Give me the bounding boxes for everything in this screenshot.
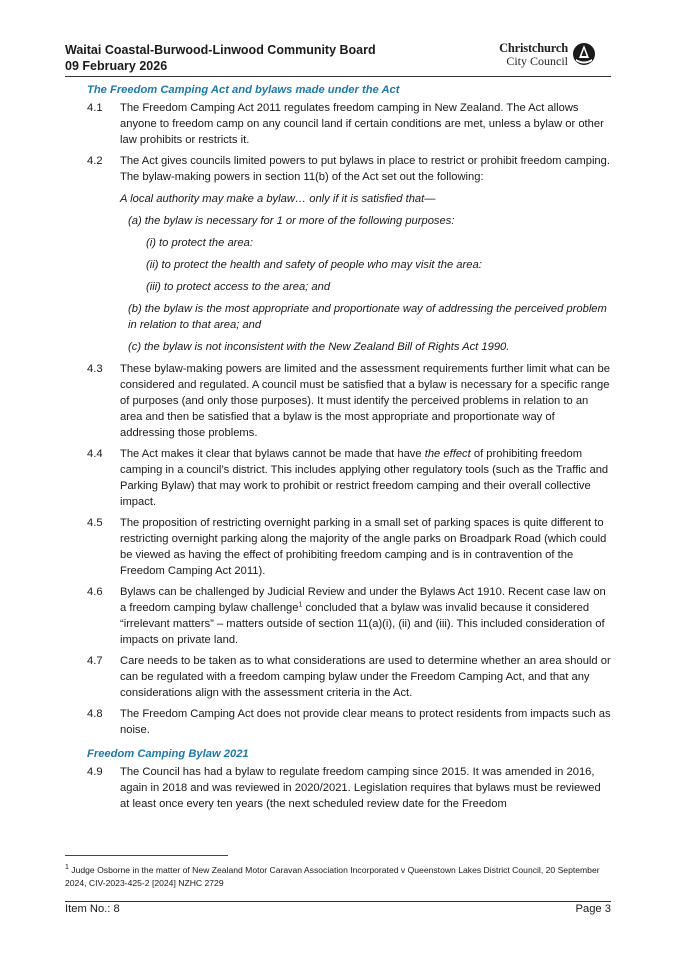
logo-line2: City Council <box>506 54 568 68</box>
document-body <box>65 82 611 817</box>
quote-item-iii: (iii) to protect access to the area; and <box>146 281 331 293</box>
paragraph-4-9 <box>65 764 611 812</box>
section-heading-bylaw: Freedom Camping Bylaw 2021 <box>87 748 249 760</box>
paragraph-text-after: concluded that a bylaw was invalid because it considered “irrelevant matters” – matters outside of section 11(a)(i), (ii) and (iii). This included consideration of impacts on private land. <box>120 602 605 646</box>
paragraph-number: 4.9 <box>87 766 103 778</box>
quote-intro: A local authority may make a bylaw… only if it is satisfied that— <box>120 193 436 205</box>
paragraph-number: 4.8 <box>87 708 103 720</box>
footer-divider <box>65 901 611 902</box>
quote-item-c: (c) the bylaw is not inconsistent with the New Zealand Bill of Rights Act 1990. <box>128 341 510 353</box>
logo-line1: Christchurch <box>499 41 568 55</box>
paragraph-number: 4.6 <box>87 586 103 598</box>
paragraph-4-2 <box>65 153 611 185</box>
paragraph-text: The Freedom Camping Act 2011 regulates freedom camping in New Zealand. The Act allows anyone to freedom camp on any council land if certain conditions are met, unless a bylaw or other law prohibits or restricts it. <box>120 102 604 146</box>
paragraph-4-1 <box>65 100 611 148</box>
ccc-logo-icon <box>572 42 596 66</box>
paragraph-number: 4.4 <box>87 448 103 460</box>
board-name: Waitai Coastal-Burwood-Linwood Community Board <box>65 43 376 57</box>
paragraph-number: 4.5 <box>87 517 103 529</box>
paragraph-4-7 <box>65 653 611 701</box>
paragraph-text: These bylaw-making powers are limited and the assessment requirements further limit what can be considered and regulated. A council must be satisfied that a bylaw is necessary for a specific range of purposes (and only those purposes). It must identify the perceived problems in relation to an area and then be satisfied that a bylaw is the most appropriate and proportionate way of addressing those problems. <box>120 363 610 439</box>
header-divider <box>65 76 611 77</box>
paragraph-text: The Council has had a bylaw to regulate freedom camping since 2015. It was amended in 2016, again in 2018 and was reviewed in 2020/2021. Legislation requires that bylaws must be reviewed at least once every ten years (the next scheduled review date for the Freedom <box>120 766 601 810</box>
footnote <box>65 864 615 890</box>
page-number: Page 3 <box>575 903 611 915</box>
council-logo <box>494 42 600 72</box>
quote-item-b: (b) the bylaw is the most appropriate and proportionate way of addressing the perceived problem in relation to that area; and <box>128 303 607 331</box>
paragraph-4-5 <box>65 515 611 579</box>
paragraph-text-before: The Act makes it clear that bylaws cannot be made that have <box>120 448 425 460</box>
paragraph-text-after: of prohibiting freedom camping in a council’s district. This includes applying other regulatory tools (such as the Traffic and Parking Bylaw) that may work to prohibit or restrict freedom camping and their overall collective impact. <box>120 448 609 508</box>
paragraph-4-6 <box>65 584 611 648</box>
paragraph-4-4 <box>65 446 611 510</box>
meeting-date: 09 February 2026 <box>65 59 168 73</box>
paragraph-number: 4.3 <box>87 363 103 375</box>
quote-item-i: (i) to protect the area: <box>146 237 253 249</box>
paragraph-text-before: Bylaws can be challenged by Judicial Review and under the Bylaws Act 1910. Recent case law on a freedom camping bylaw challenge <box>120 586 606 614</box>
footnote-divider <box>65 855 228 856</box>
paragraph-4-3 <box>65 361 611 441</box>
paragraph-text: Care needs to be taken as to what considerations are used to determine whether an area should or can be regulated with a freedom camping bylaw under the Freedom Camping Act, and that any considerations align with the assessment criteria in the Act. <box>120 655 611 699</box>
paragraph-number: 4.1 <box>87 102 103 114</box>
item-number: Item No.: 8 <box>65 903 120 915</box>
footnote-text: Judge Osborne in the matter of New Zealand Motor Caravan Association Incorporated v Queenstown Lakes District Council, 20 September 2024, CIV-2023-425-2 [2024] NZHC 2729 <box>65 865 600 888</box>
section-heading-act: The Freedom Camping Act and bylaws made under the Act <box>87 84 400 96</box>
paragraph-number: 4.7 <box>87 655 103 667</box>
footnote-mark: 1 <box>65 864 69 872</box>
quote-item-ii: (ii) to protect the health and safety of people who may visit the area: <box>146 259 482 271</box>
document-header <box>65 42 376 74</box>
footnote-reference[interactable]: 1 <box>298 601 303 609</box>
logo-wordmark <box>494 42 568 68</box>
paragraph-text: The Freedom Camping Act does not provide clear means to protect residents from impacts such as noise. <box>120 708 611 736</box>
paragraph-text: The Act gives councils limited powers to put bylaws in place to restrict or prohibit freedom camping. The bylaw-making powers in section 11(b) of the Act set out the following: <box>120 155 610 183</box>
quote-item-a: (a) the bylaw is necessary for 1 or more of the following purposes: <box>128 215 455 227</box>
paragraph-number: 4.2 <box>87 155 103 167</box>
emphasis-text: the effect <box>424 448 471 460</box>
paragraph-4-8 <box>65 706 611 738</box>
paragraph-text: The proposition of restricting overnight parking in a small set of parking spaces is quite different to restricting overnight parking along the majority of the angle parks on Broadpark Road (which could be viewed as having the effect of prohibiting freedom camping and is in contravention of the Freedom Camping Act 2011). <box>120 517 607 577</box>
